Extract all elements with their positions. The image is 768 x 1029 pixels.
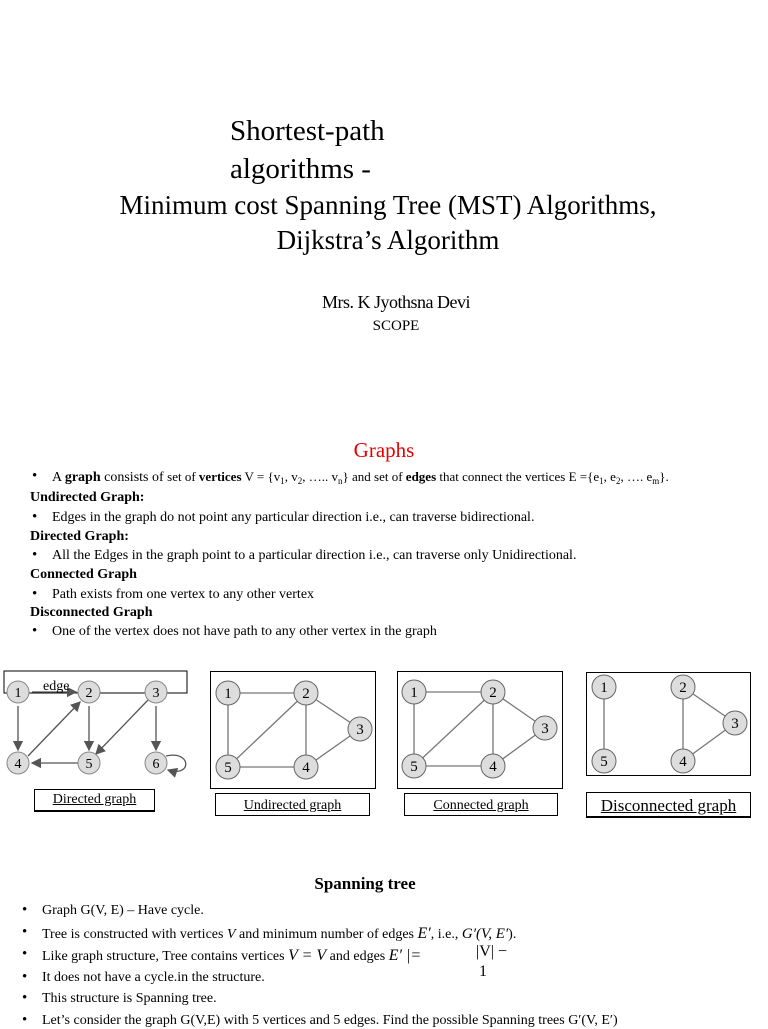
b3-eq: V = V	[288, 947, 327, 964]
def-em: m	[652, 476, 660, 486]
undirected-heading: Undirected Graph:	[30, 490, 145, 505]
b3-v: |V| −	[476, 943, 507, 960]
edge-label: edge	[43, 679, 70, 694]
def-and: } and set of	[342, 469, 406, 484]
connected-text: • Path exists from one vertex to any other vertex	[52, 587, 314, 603]
con-node-1: 1	[410, 685, 418, 701]
graphs-heading: Graphs	[353, 438, 415, 462]
dir-node-6: 6	[152, 757, 160, 772]
def-c1: , v	[284, 469, 298, 484]
def-consists: consists of	[100, 470, 168, 485]
title-line-3: Minimum cost Spanning Tree (MST) Algorithms,	[119, 190, 657, 220]
und-node-2: 2	[302, 686, 310, 702]
b2-g: G′(V, E′	[461, 926, 509, 942]
dis-node-2: 2	[679, 680, 687, 696]
b2-b: and minimum number of edges	[235, 927, 418, 942]
disconnected-text: • One of the vertex does not have path to any other vertex in the graph	[52, 624, 437, 640]
dir-node-3: 3	[152, 686, 160, 701]
dis-node-1: 1	[600, 680, 608, 696]
title-line-2: algorithms -	[230, 153, 371, 185]
directed-text: • All the Edges in the graph point to a particular direction i.e., can traverse only Unidirectional.	[52, 548, 576, 564]
def-vertices: vertices	[198, 469, 242, 484]
connected-graph-figure	[398, 672, 562, 788]
def-setof: set of	[167, 469, 199, 484]
spanning-b5: • This structure is Spanning tree.	[42, 991, 217, 1007]
und-node-3: 3	[356, 722, 364, 738]
dir-node-5: 5	[85, 757, 93, 772]
dis-node-5: 5	[600, 754, 608, 770]
department: SCOPE	[372, 318, 420, 334]
disconnected-heading: Disconnected Graph	[30, 605, 153, 620]
title-line-4: Dijkstra’s Algorithm	[276, 225, 500, 255]
title-line-1: Shortest-path	[230, 115, 385, 147]
con-node-4: 4	[489, 759, 497, 775]
spanning-b3	[42, 947, 421, 965]
spanning-b6: • Let’s consider the graph G(V,E) with 5 vertices and 5 edges. Find the possible Spanning trees G′(V, E′)	[42, 1013, 618, 1029]
spanning-b1: • Graph G(V, E) – Have cycle.	[42, 903, 204, 919]
connected-graph-box	[397, 671, 563, 789]
def-v1: 1	[280, 476, 285, 486]
dis-node-3: 3	[731, 716, 739, 732]
und-node-4: 4	[302, 760, 310, 776]
def-e1: 1	[599, 476, 604, 486]
directed-graph-figure	[0, 670, 200, 780]
b2-e: E′	[417, 925, 431, 942]
author-name: Mrs. K Jyothsna Devi	[322, 292, 470, 312]
def-vn: n	[338, 476, 343, 486]
dir-node-4: 4	[14, 757, 22, 772]
b2-a: Tree is constructed with vertices	[42, 927, 227, 942]
connected-heading: Connected Graph	[30, 567, 137, 582]
caption-undirected: Undirected graph	[215, 793, 370, 816]
con-node-3: 3	[541, 721, 549, 737]
def-dots: , ….. v	[302, 469, 339, 484]
def-eset: that connect the vertices E ={e	[436, 469, 600, 484]
disconnected-graph-box	[586, 672, 751, 776]
caption-disconnected: Disconnected graph	[586, 792, 751, 818]
disconnected-graph-figure	[587, 673, 750, 775]
caption-connected: Connected graph	[404, 793, 558, 816]
def-close: }.	[659, 469, 669, 484]
def-v2: 2	[297, 476, 303, 486]
spanning-heading: Spanning tree	[314, 874, 416, 893]
undirected-graph-box	[210, 671, 376, 789]
def-edots: , …. e	[620, 469, 653, 484]
und-node-5: 5	[224, 760, 232, 776]
dir-node-2: 2	[85, 686, 93, 701]
graph-definition	[52, 469, 669, 486]
def-edges: edges	[405, 469, 437, 484]
undirected-text: • Edges in the graph do not point any particular direction i.e., can traverse bidirectional.	[52, 510, 534, 526]
def-a: A	[52, 470, 65, 485]
b2-c: , i.e.,	[430, 927, 462, 942]
caption-directed: Directed graph	[34, 789, 155, 812]
def-e2: 2	[615, 476, 621, 486]
def-graph: graph	[64, 470, 101, 485]
dis-node-4: 4	[679, 754, 687, 770]
und-node-1: 1	[224, 686, 232, 702]
con-node-2: 2	[489, 685, 497, 701]
spanning-b2	[42, 925, 516, 943]
b2-d: ).	[508, 927, 517, 942]
subtitle-block	[0, 188, 768, 258]
spanning-b4: • It does not have a cycle.in the structure.	[42, 970, 265, 986]
b2-v: V	[226, 927, 236, 942]
undirected-graph-figure	[211, 672, 375, 788]
def-vset: V = {v	[241, 469, 281, 484]
dir-node-1: 1	[14, 686, 22, 701]
con-node-5: 5	[410, 759, 418, 775]
b3-one: 1	[479, 963, 487, 980]
def-c2: , e	[603, 469, 616, 484]
b3-b: and edges	[326, 949, 389, 964]
title-block	[230, 112, 385, 188]
b3-e: E′ |=	[388, 947, 422, 964]
b3-a: Like graph structure, Tree contains vertices	[42, 949, 289, 964]
directed-heading: Directed Graph:	[30, 529, 129, 544]
